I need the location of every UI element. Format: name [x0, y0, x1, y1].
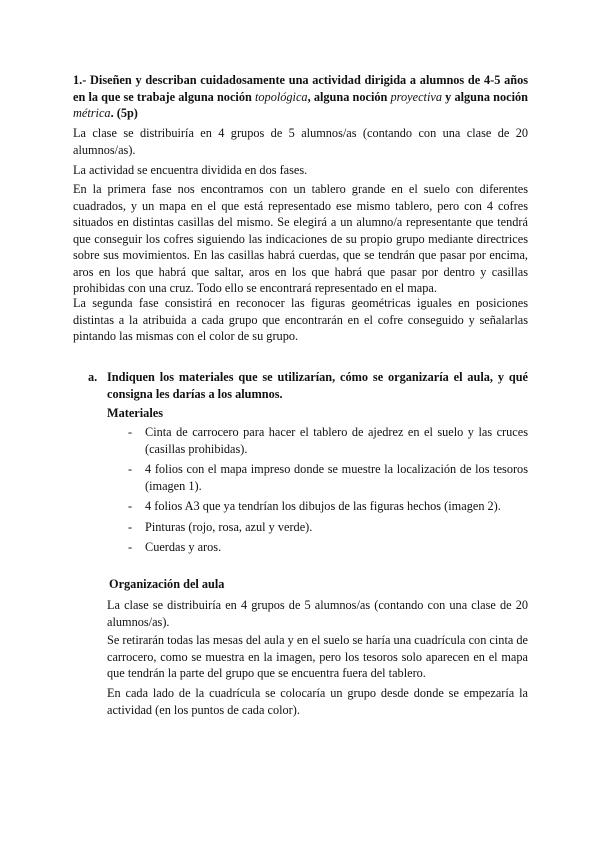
list-item: - 4 folios A3 que ya tendrían los dibujos de las figuras hechos (imagen 2). [128, 499, 501, 513]
list-item: - Cuerdas y aros. [128, 540, 222, 554]
question-suffix: . (5p) [110, 106, 138, 120]
intro-paragraph-3: En la primera fase nos encontramos con un tablero grande en el suelo con diferentes cuadrados, y un mapa en el que está representado ese mismo tablero, pero con 4 cofres situados en distintas casillas del mismo. Se elegirá a un alumno/a representante que tendrá que conseguir los cofres siguiendo las indicaciones de su propio grupo mediante directrices sobre sus movimientos. En las casillas habrá cuerdas, que se tendrán que pasar por encima, aros en los que habrá que saltar, aros en los que habrá que pasar por dentro y casillas prohibidas con una cruz. Todo ello se encontrará representado en el mapa. [73, 182, 528, 295]
term-metrica: métrica [73, 106, 111, 120]
term-proyectiva: proyectiva [390, 89, 442, 104]
question-mid1: , alguna noción [307, 89, 391, 104]
organization-heading: Organización del aula [109, 577, 225, 591]
organization-paragraph-3: En cada lado de la cuadrícula se colocaría un grupo desde donde se empezaría la actividad (en los puntos de cada color). [107, 686, 528, 717]
term-topologica: topológica [254, 89, 308, 104]
question-prefix: 1.- Diseñen y describan cuidadosamente una actividad dirigida a alumnos de 4-5 años en la que se trabaje alguna noción [73, 73, 528, 104]
list-item: - Cinta de carrocero para hacer el tablero de ajedrez en el suelo y las cruces (casillas prohibidas). [128, 425, 528, 456]
intro-paragraph-4: La segunda fase consistirá en reconocer las figuras geométricas iguales en posiciones distintas a la atribuida a cada grupo que encontrarán en el cofre conseguido y señalarlas pintando las mismas con el color de su grupo. [73, 296, 528, 343]
section-a-marker: a. [88, 370, 98, 384]
organization-paragraph-2: Se retirarán todas las mesas del aula y en el suelo se haría una cuadrícula con cinta de carrocero, como se muestra en la imagen, pero los tesoros solo aparecen en el mapa que tendrán la parte del grupo que se encuentra fuera del tablero. [107, 633, 528, 680]
list-item: - 4 folios con el mapa impreso donde se muestre la localización de los tesoros (imagen 1). [128, 462, 528, 493]
organization-paragraph-1: La clase se distribuiría en 4 grupos de 5 alumnos/as (contando con una clase de 20 alumnos/as). [107, 598, 528, 629]
intro-paragraph-2: La actividad se encuentra dividida en dos fases. [73, 163, 308, 177]
materials-heading: Materiales [107, 406, 163, 420]
list-item: - Pinturas (rojo, rosa, azul y verde). [128, 519, 313, 534]
section-a-title: Indiquen los materiales que se utilizarían, cómo se organizaría el aula, y qué consigna les darías a los alumnos. [107, 370, 528, 401]
materials-list [128, 424, 528, 560]
question-mid2: y alguna noción [441, 89, 528, 104]
question-heading [73, 72, 528, 122]
intro-paragraph-1: La clase se distribuiría en 4 grupos de 5 alumnos/as (contando con una clase de 20 alumnos/as). [73, 126, 528, 157]
